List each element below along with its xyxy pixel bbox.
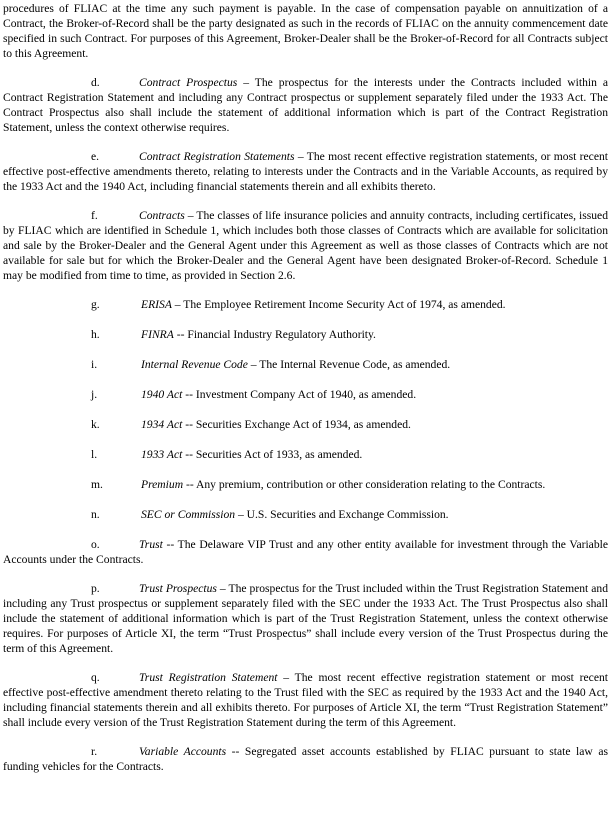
definition-term: Contract Prospectus (139, 76, 238, 89)
definition-item (3, 581, 608, 656)
definition-separator: -- (182, 418, 196, 431)
definition-separator: – (184, 209, 197, 222)
definition-item (3, 357, 608, 372)
definition-text: Securities Exchange Act of 1934, as amended. (195, 418, 411, 431)
definition-item (3, 507, 608, 522)
definition-item (3, 387, 608, 402)
definition-item (3, 537, 608, 567)
definition-text: The prospectus for the Trust included within the Trust Registration Statement and including any Trust prospectus or supplement separately filed with the SEC under the 1933 Act. The Trust Prospectus also shall include the statement of additional information which is part of the Trust Registration Statement, unless the context otherwise requires. For purposes of Article XI, the term “Trust Prospectus” shall include every version of the Trust Prospectus during the term of this Agreement. (3, 582, 608, 655)
definition-letter: i. (91, 358, 98, 371)
definition-term: Internal Revenue Code (141, 358, 248, 371)
definition-item (3, 149, 608, 194)
definition-item (3, 447, 608, 462)
definition-letter: m. (91, 478, 103, 491)
definition-letter: d. (91, 76, 100, 89)
definition-text: The prospectus for the interests under the Contracts included within a Contract Registration Statement and including any Contract prospectus or supplement separately filed under the 1933 Act. The Contract Prospectus also shall include the statement of additional information which is part of the Contract Registration Statement, unless the context otherwise requires. (3, 76, 609, 134)
definition-letter: q. (91, 671, 100, 684)
definition-separator: -- (183, 478, 196, 491)
definition-term: SEC or Commission (141, 508, 236, 521)
definition-text: Investment Company Act of 1940, as amended. (195, 388, 417, 401)
definition-item (3, 327, 608, 342)
definition-term: Trust Registration Statement (139, 671, 278, 684)
definition-letter: l. (91, 448, 98, 461)
definition-item (3, 744, 608, 774)
definition-separator: – (247, 358, 260, 371)
definition-separator: – (294, 150, 307, 163)
definition-separator: – (237, 76, 255, 89)
definition-letter: p. (91, 582, 100, 595)
definition-text: Segregated asset accounts established by FLIAC pursuant to state law as funding vehicles for the Contracts. (3, 745, 608, 773)
definition-item (3, 670, 608, 730)
definition-separator: – (216, 582, 229, 595)
definition-text: The classes of life insurance policies and annuity contracts, including certificates, issued by FLIAC which are identified in Schedule 1, which includes both those classes of Contracts which are available for solicitation and sale by the Broker-Dealer and the General Agent under this Agreement as well as those classes of Contracts which are not available for sale but for which the Broker-Dealer and the General Agent have been designated Broker-of-Record. Schedule 1 may be modified from time to time, as provided in Section 2.6. (3, 209, 608, 282)
intro-paragraph: procedures of FLIAC at the time any such payment is payable. In the case of compensation payable on annuitization of a Contract, the Broker-of-Record shall be the party designated as such in the records of FLIAC on the annuity commencement date specified in such Contract. For purposes of this Agreement, Broker-Dealer shall be the Broker-of-Record for all Contracts subject to this Agreement. (3, 2, 608, 60)
definition-separator: – (171, 298, 184, 311)
definition-letter: o. (91, 538, 100, 551)
definition-letter: g. (91, 298, 100, 311)
definition-text: U.S. Securities and Exchange Commission. (246, 508, 449, 521)
definition-term: 1933 Act (141, 448, 183, 461)
definition-term: Trust (139, 538, 163, 551)
definition-term: Contracts (139, 209, 185, 222)
definition-separator: -- (182, 448, 196, 461)
definition-text: The most recent effective registration statements, or most recent effective post-effective amendments thereto, relating to interests under the Contracts and in the Variable Accounts, as required by the 1933 Act and the 1940 Act, including financial statements therein and all exhibits thereto. (3, 150, 608, 193)
definition-separator: -- (226, 745, 245, 758)
definition-separator: – (277, 671, 295, 684)
definition-item (3, 75, 608, 135)
definition-text: The most recent effective registration statement or most recent effective post-effective amendment thereto relating to the Trust filed with the SEC as required by the 1933 Act and the 1940 Act, including financial statements therein and all exhibits thereto. For purposes of Article XI, the term “Trust Registration Statement” shall include every version of the Trust Registration Statement during the term of this Agreement. (3, 671, 608, 729)
definition-letter: e. (91, 150, 100, 163)
definition-item (3, 297, 608, 312)
definition-separator: -- (162, 538, 178, 551)
definition-text: Any premium, contribution or other consideration relating to the Contracts. (195, 478, 546, 491)
definition-separator: -- (182, 388, 196, 401)
definition-item (3, 477, 608, 492)
definition-term: 1934 Act (141, 418, 183, 431)
definition-letter: h. (91, 328, 100, 341)
definition-separator: – (235, 508, 247, 521)
definition-letter: n. (91, 508, 100, 521)
definition-text: Financial Industry Regulatory Authority. (187, 328, 376, 341)
definition-term: FINRA (141, 328, 174, 341)
definition-letter: r. (91, 745, 98, 758)
definition-text: The Delaware VIP Trust and any other entity available for investment through the Variable Accounts under the Contracts. (3, 538, 608, 566)
definition-text: The Employee Retirement Income Security Act of 1974, as amended. (183, 298, 506, 311)
definition-letter: k. (91, 418, 100, 431)
definition-term: Premium (141, 478, 184, 491)
definition-item (3, 417, 608, 432)
definition-item (3, 208, 608, 283)
definition-text: Securities Act of 1933, as amended. (195, 448, 363, 461)
definition-term: Variable Accounts (139, 745, 227, 758)
definition-term: ERISA (141, 298, 172, 311)
definition-term: 1940 Act (141, 388, 183, 401)
definition-letter: f. (91, 209, 98, 222)
definition-text: The Internal Revenue Code, as amended. (259, 358, 451, 371)
definition-separator: -- (173, 328, 188, 341)
definition-term: Trust Prospectus (139, 582, 217, 595)
definition-term: Contract Registration Statements (139, 150, 295, 163)
definition-letter: j. (91, 388, 98, 401)
